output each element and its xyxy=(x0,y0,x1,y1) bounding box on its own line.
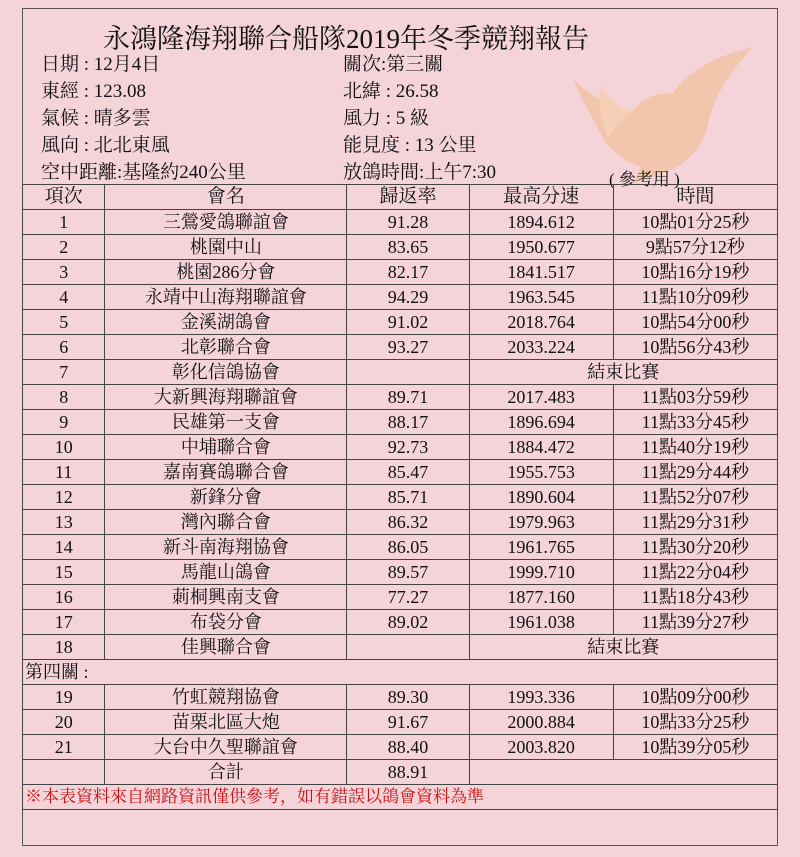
row-no: 18 xyxy=(23,635,105,660)
report-title: 永鴻隆海翔聯合船隊2019年冬季競翔報告 xyxy=(103,24,589,54)
row-club: 竹虹競翔協會 xyxy=(105,685,347,710)
row-top-speed: 2018.764 xyxy=(469,310,613,335)
row-no: 12 xyxy=(23,485,105,510)
results-table xyxy=(22,184,778,810)
table-row xyxy=(23,410,778,435)
row-return-rate: 82.17 xyxy=(347,260,469,285)
row-return-rate: 89.71 xyxy=(347,385,469,410)
row-return-rate: 89.02 xyxy=(347,610,469,635)
row-no: 6 xyxy=(23,335,105,360)
row-ended: 結束比賽 xyxy=(469,635,777,660)
row-top-speed: 2000.884 xyxy=(469,710,613,735)
row-time: 11點30分20秒 xyxy=(613,535,777,560)
row-return-rate: 93.27 xyxy=(347,335,469,360)
table-row xyxy=(23,385,778,410)
row-club: 新鋒分會 xyxy=(105,485,347,510)
row-ended: 結束比賽 xyxy=(469,360,777,385)
row-no: 21 xyxy=(23,735,105,760)
row-time: 11點18分43秒 xyxy=(613,585,777,610)
row-time: 10點16分19秒 xyxy=(613,260,777,285)
row-no: 11 xyxy=(23,460,105,485)
row-return-rate: 88.40 xyxy=(347,735,469,760)
header-return-rate: 歸返率 xyxy=(347,185,469,210)
row-no: 1 xyxy=(23,210,105,235)
table-row xyxy=(23,435,778,460)
row-club: 三鶯愛鴿聯誼會 xyxy=(105,210,347,235)
row-no: 3 xyxy=(23,260,105,285)
row-club: 大台中久聖聯誼會 xyxy=(105,735,347,760)
row-no: 17 xyxy=(23,610,105,635)
table-row xyxy=(23,460,778,485)
row-no: 8 xyxy=(23,385,105,410)
row-return-rate: 91.02 xyxy=(347,310,469,335)
table-row xyxy=(23,310,778,335)
total-label: 合計 xyxy=(105,760,347,785)
info-visibility: 能見度 : 13 公里 xyxy=(343,135,477,156)
row-top-speed: 1993.336 xyxy=(469,685,613,710)
table-row xyxy=(23,535,778,560)
row-top-speed: 1963.545 xyxy=(469,285,613,310)
row-no: 16 xyxy=(23,585,105,610)
section-row xyxy=(23,660,778,685)
info-longitude: 東經 : 123.08 xyxy=(41,81,147,102)
report-sheet xyxy=(22,8,778,846)
info-wind-force: 風力 : 5 級 xyxy=(343,108,430,129)
row-top-speed: 1950.677 xyxy=(469,235,613,260)
row-time: 10點39分05秒 xyxy=(613,735,777,760)
row-club: 佳興聯合會 xyxy=(105,635,347,660)
info-distance: 空中距離:基隆約240公里 xyxy=(41,162,246,183)
row-time: 11點29分44秒 xyxy=(613,460,777,485)
table-row xyxy=(23,285,778,310)
row-return-rate: 94.29 xyxy=(347,285,469,310)
header-no: 項次 xyxy=(23,185,105,210)
row-return-rate: 86.05 xyxy=(347,535,469,560)
row-top-speed: 1877.160 xyxy=(469,585,613,610)
row-no: 20 xyxy=(23,710,105,735)
row-top-speed: 1884.472 xyxy=(469,435,613,460)
table-row xyxy=(23,510,778,535)
table-row xyxy=(23,560,778,585)
row-top-speed: 1890.604 xyxy=(469,485,613,510)
row-no: 14 xyxy=(23,535,105,560)
row-club: 新斗南海翔協會 xyxy=(105,535,347,560)
table-row xyxy=(23,235,778,260)
row-club: 中埔聯合會 xyxy=(105,435,347,460)
row-return-rate: 88.17 xyxy=(347,410,469,435)
info-weather: 氣候 : 晴多雲 xyxy=(41,108,151,129)
row-return-rate: 92.73 xyxy=(347,435,469,460)
row-return-rate: 85.71 xyxy=(347,485,469,510)
total-rate: 88.91 xyxy=(347,760,469,785)
row-time: 11點52分07秒 xyxy=(613,485,777,510)
table-row xyxy=(23,485,778,510)
row-no: 7 xyxy=(23,360,105,385)
table-row xyxy=(23,685,778,710)
row-club: 桃園中山 xyxy=(105,235,347,260)
table-row xyxy=(23,585,778,610)
row-club: 大新興海翔聯誼會 xyxy=(105,385,347,410)
row-time: 10點56分43秒 xyxy=(613,335,777,360)
row-top-speed: 2017.483 xyxy=(469,385,613,410)
info-release-time: 放鴿時間:上午7:30 xyxy=(343,162,497,183)
footnote-row xyxy=(23,785,778,810)
table-row xyxy=(23,710,778,735)
row-no: 15 xyxy=(23,560,105,585)
row-time: 11點03分59秒 xyxy=(613,385,777,410)
row-no: 4 xyxy=(23,285,105,310)
row-time: 10點01分25秒 xyxy=(613,210,777,235)
row-club: 苗栗北區大炮 xyxy=(105,710,347,735)
row-club: 民雄第一支會 xyxy=(105,410,347,435)
row-no: 13 xyxy=(23,510,105,535)
table-header-row xyxy=(23,185,778,210)
row-club: 灣內聯合會 xyxy=(105,510,347,535)
table-row xyxy=(23,260,778,285)
row-no: 9 xyxy=(23,410,105,435)
row-return-rate: 91.28 xyxy=(347,210,469,235)
table-row xyxy=(23,360,778,385)
info-date: 日期 : 12月4日 xyxy=(41,54,161,75)
row-return-rate: 77.27 xyxy=(347,585,469,610)
info-stage: 關次:第三關 xyxy=(343,54,444,75)
row-top-speed: 1961.038 xyxy=(469,610,613,635)
row-return-rate: 86.32 xyxy=(347,510,469,535)
row-return-rate: 91.67 xyxy=(347,710,469,735)
row-return-rate: 83.65 xyxy=(347,235,469,260)
header-top-speed: 最高分速 xyxy=(469,185,613,210)
row-return-rate: 85.47 xyxy=(347,460,469,485)
row-time: 11點40分19秒 xyxy=(613,435,777,460)
row-club: 北彰聯合會 xyxy=(105,335,347,360)
row-club: 布袋分會 xyxy=(105,610,347,635)
table-row xyxy=(23,210,778,235)
row-time: 11點33分45秒 xyxy=(613,410,777,435)
row-time: 11點29分31秒 xyxy=(613,510,777,535)
row-club: 嘉南賽鴿聯合會 xyxy=(105,460,347,485)
row-top-speed: 2003.820 xyxy=(469,735,613,760)
table-row xyxy=(23,635,778,660)
row-return-rate: 89.57 xyxy=(347,560,469,585)
row-top-speed: 1979.963 xyxy=(469,510,613,535)
table-row xyxy=(23,735,778,760)
row-top-speed: 1894.612 xyxy=(469,210,613,235)
reference-note: ( 參考用 ) xyxy=(609,170,680,189)
row-club: 莿桐興南支會 xyxy=(105,585,347,610)
table-row xyxy=(23,335,778,360)
row-club: 彰化信鴿協會 xyxy=(105,360,347,385)
row-time: 11點39分27秒 xyxy=(613,610,777,635)
row-top-speed: 1961.765 xyxy=(469,535,613,560)
row-time: 11點10分09秒 xyxy=(613,285,777,310)
row-no: 19 xyxy=(23,685,105,710)
info-wind-direction: 風向 : 北北東風 xyxy=(41,135,170,156)
row-no: 10 xyxy=(23,435,105,460)
row-time: 11點22分04秒 xyxy=(613,560,777,585)
row-top-speed: 1896.694 xyxy=(469,410,613,435)
row-time: 10點54分00秒 xyxy=(613,310,777,335)
row-top-speed: 2033.224 xyxy=(469,335,613,360)
row-time: 10點09分00秒 xyxy=(613,685,777,710)
row-club: 馬龍山鴿會 xyxy=(105,560,347,585)
row-top-speed: 1841.517 xyxy=(469,260,613,285)
row-no: 5 xyxy=(23,310,105,335)
row-no: 2 xyxy=(23,235,105,260)
footnote: ※本表資料來自網路資訊僅供參考，如有錯誤以鴿會資料為準 xyxy=(23,785,778,810)
table-row xyxy=(23,610,778,635)
info-latitude: 北緯 : 26.58 xyxy=(343,81,439,102)
row-time: 10點33分25秒 xyxy=(613,710,777,735)
total-row xyxy=(23,760,778,785)
row-club: 桃園286分會 xyxy=(105,260,347,285)
row-top-speed: 1999.710 xyxy=(469,560,613,585)
row-club: 永靖中山海翔聯誼會 xyxy=(105,285,347,310)
row-return-rate: 89.30 xyxy=(347,685,469,710)
header-club: 會名 xyxy=(105,185,347,210)
section-label: 第四關 : xyxy=(23,660,778,685)
row-top-speed: 1955.753 xyxy=(469,460,613,485)
row-club: 金溪湖鴿會 xyxy=(105,310,347,335)
row-time: 9點57分12秒 xyxy=(613,235,777,260)
header-time: 時間 xyxy=(613,185,777,210)
